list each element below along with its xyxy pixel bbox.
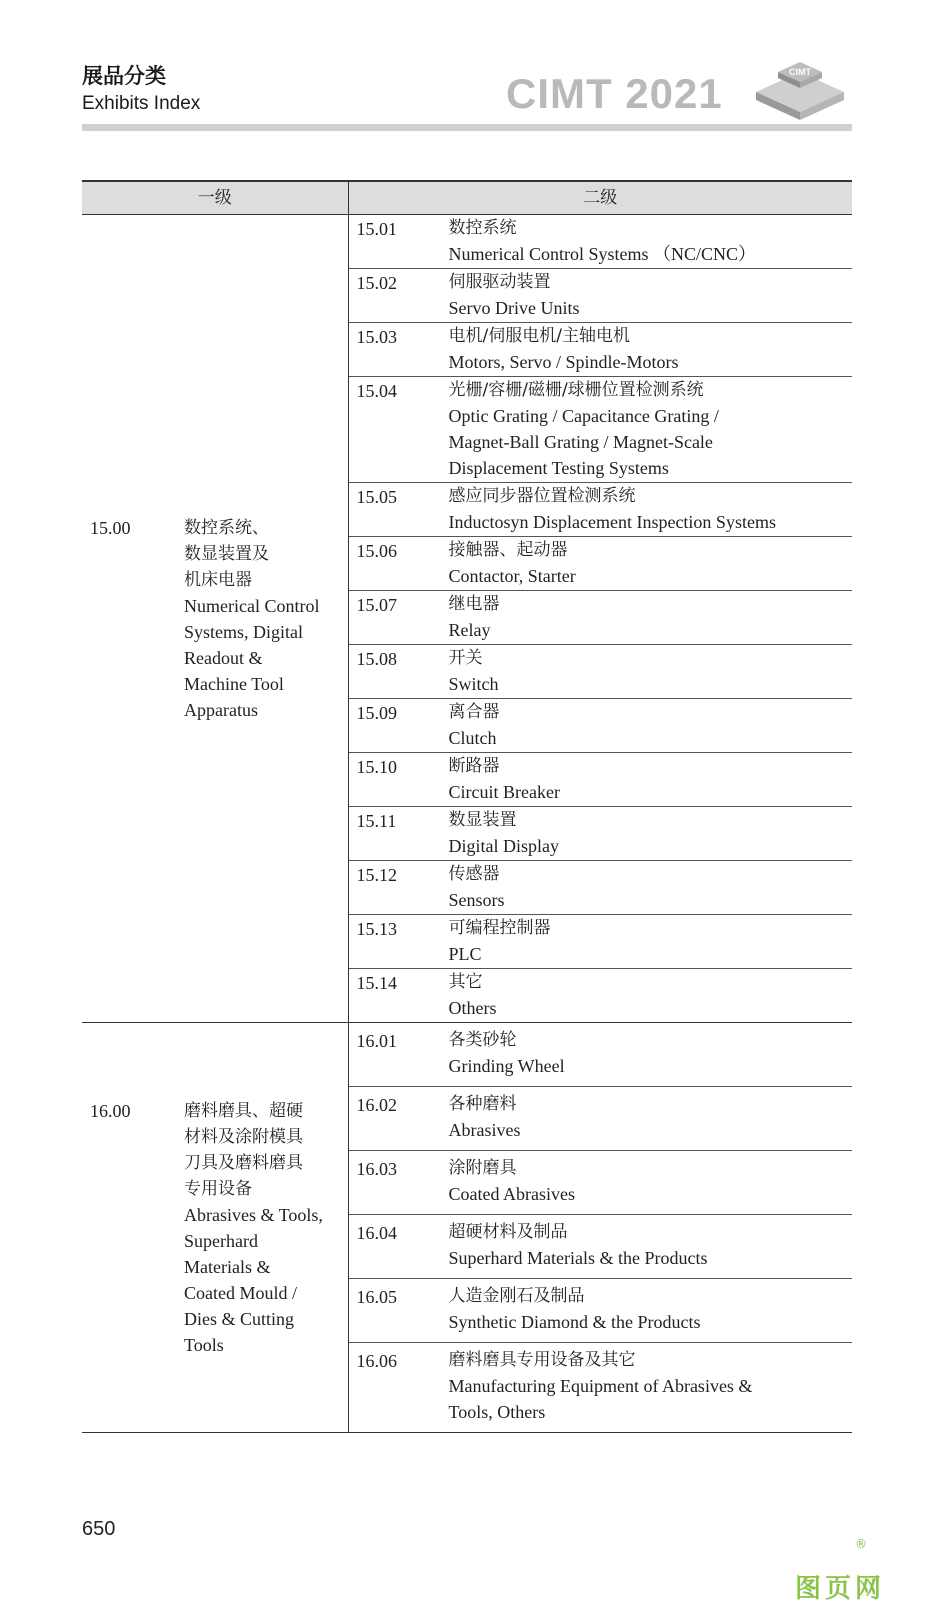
level2-cell	[348, 483, 852, 537]
level1-title-en-line: Superhard	[184, 1230, 258, 1251]
level2-cell	[348, 591, 852, 645]
level2-code: 15.09	[356, 703, 397, 723]
level2-code: 15.10	[356, 757, 397, 777]
level2-cell	[348, 1023, 852, 1087]
level2-title-en-line: Optic Grating / Capacitance Grating /	[448, 406, 719, 426]
level2-code: 15.06	[356, 541, 397, 561]
level2-title-zh: 各种磨料	[448, 1094, 517, 1114]
level2-title-en-line: Coated Abrasives	[448, 1184, 575, 1204]
level1-title-en-line: Systems, Digital	[184, 621, 304, 642]
level2-title-en-line: Inductosyn Displacement Inspection Systems	[448, 512, 776, 532]
watermark: 图页网	[795, 1574, 886, 1604]
header-title-en: Exhibits Index	[82, 93, 201, 114]
level2-title-zh: 伺服驱动装置	[448, 272, 551, 292]
level1-title-en-line: Machine Tool	[184, 673, 284, 694]
col-header-level1: 一级	[82, 181, 348, 215]
level2-title-zh: 涂附磨具	[448, 1158, 517, 1178]
level2-title-en-line: Numerical Control Systems （NC/CNC）	[448, 244, 756, 264]
table-header-row	[82, 181, 852, 215]
level2-cell	[348, 323, 852, 377]
level1-title-en-line: Numerical Control	[184, 595, 320, 616]
level1-title-en-line: Readout &	[184, 647, 263, 668]
level2-title-en-line: PLC	[448, 944, 482, 964]
level2-code: 15.05	[356, 487, 397, 507]
level2-cell	[348, 537, 852, 591]
level2-title-zh: 其它	[448, 972, 483, 992]
level1-title-en-line: Tools	[184, 1334, 224, 1355]
level2-title-en-line: Superhard Materials & the Products	[448, 1248, 708, 1268]
level1-title-en-line: Abrasives & Tools,	[184, 1204, 323, 1225]
level2-code: 15.04	[356, 381, 397, 401]
table-body	[82, 215, 852, 1433]
level2-cell	[348, 807, 852, 861]
level2-cell	[348, 215, 852, 269]
level1-title-zh-line: 机床电器	[184, 569, 252, 590]
level2-code: 16.05	[356, 1287, 397, 1307]
level2-title-zh: 可编程控制器	[448, 918, 551, 938]
level2-code: 15.13	[356, 919, 397, 939]
level1-cell	[82, 215, 348, 1023]
level1-code: 16.00	[90, 1100, 131, 1121]
level2-code: 15.14	[356, 973, 397, 993]
level2-title-en-line: Magnet-Ball Grating / Magnet-Scale	[448, 432, 713, 452]
level1-code: 15.00	[90, 517, 131, 538]
level2-title-zh: 离合器	[448, 702, 500, 722]
level2-code: 15.02	[356, 273, 397, 293]
page-number: 650	[82, 1518, 116, 1540]
level2-title-zh: 人造金刚石及制品	[448, 1286, 585, 1306]
level2-title-en-line: Servo Drive Units	[448, 298, 580, 318]
level2-cell	[348, 753, 852, 807]
level2-code: 15.08	[356, 649, 397, 669]
level2-cell	[348, 915, 852, 969]
level2-cell	[348, 1215, 852, 1279]
level1-title-zh-line: 材料及涂附模具	[184, 1126, 303, 1147]
level2-cell	[348, 1343, 852, 1433]
level2-cell	[348, 1279, 852, 1343]
table-row	[82, 215, 852, 269]
level2-title-zh: 磨料磨具专用设备及其它	[448, 1350, 636, 1370]
table-row	[82, 1023, 852, 1087]
exhibits-index-table	[82, 180, 852, 1433]
level2-title-en-line: Sensors	[448, 890, 505, 910]
level2-cell	[348, 969, 852, 1023]
level2-title-en-line: Digital Display	[448, 836, 559, 856]
level2-title-en-line: Relay	[448, 620, 491, 640]
level1-title-zh-line: 数显装置及	[184, 543, 269, 564]
level2-title-en-line: Contactor, Starter	[448, 566, 576, 586]
level2-code: 16.04	[356, 1223, 397, 1243]
level2-title-en-line: Manufacturing Equipment of Abrasives &	[448, 1376, 753, 1396]
level2-code: 15.11	[356, 811, 397, 831]
watermark-registered-mark: ®	[855, 1537, 867, 1551]
level2-title-zh: 超硬材料及制品	[448, 1222, 568, 1242]
level2-code: 15.07	[356, 595, 397, 615]
level2-cell	[348, 377, 852, 483]
level2-title-en-line: Grinding Wheel	[448, 1056, 565, 1076]
level2-title-en-line: Motors, Servo / Spindle-Motors	[448, 352, 679, 372]
level2-title-en-line: Synthetic Diamond & the Products	[448, 1312, 701, 1332]
level2-code: 16.06	[356, 1351, 397, 1371]
level2-title-zh: 光栅/容栅/磁栅/球栅位置检测系统	[448, 380, 704, 400]
header-title-zh: 展品分类	[82, 64, 166, 88]
level1-title-zh-line: 专用设备	[184, 1178, 252, 1199]
level2-title-en-line: Abrasives	[448, 1120, 521, 1140]
level2-title-en-line: Tools, Others	[448, 1402, 546, 1422]
level2-title-zh: 数控系统	[448, 218, 517, 238]
level2-title-zh: 各类砂轮	[448, 1030, 517, 1050]
level2-title-zh: 接触器、起动器	[448, 540, 568, 560]
level2-cell	[348, 699, 852, 753]
level1-title-zh-line: 数控系统、	[184, 517, 269, 538]
level1-title-zh-line: 磨料磨具、超硬	[184, 1100, 303, 1121]
level2-title-zh: 电机/伺服电机/主轴电机	[448, 326, 630, 346]
level2-cell	[348, 1087, 852, 1151]
cimt-logo-text: CIMT 2021	[506, 70, 723, 117]
level2-code: 16.02	[356, 1095, 397, 1115]
header-rule	[82, 124, 852, 131]
level2-code: 15.12	[356, 865, 397, 885]
col-header-level2: 二级	[348, 181, 852, 215]
level2-cell	[348, 861, 852, 915]
logo-badge-text: CIMT	[789, 67, 811, 77]
level2-title-en-line: Circuit Breaker	[448, 782, 560, 802]
level1-title-en-line: Materials &	[184, 1256, 271, 1277]
level1-title-en-line: Apparatus	[184, 699, 258, 720]
level2-title-zh: 数显装置	[448, 810, 517, 830]
level2-title-en-line: Clutch	[448, 728, 497, 748]
level1-cell	[82, 1023, 348, 1433]
level2-title-zh: 断路器	[448, 756, 500, 776]
level2-title-en-line: Switch	[448, 674, 499, 694]
cimt-logo-icon	[752, 58, 848, 122]
level2-cell	[348, 645, 852, 699]
level2-title-zh: 继电器	[448, 594, 500, 614]
level1-title-zh-line: 刀具及磨料磨具	[184, 1152, 303, 1173]
level2-title-en-line: Others	[448, 998, 497, 1018]
level2-title-zh: 开关	[448, 648, 483, 668]
level2-code: 16.01	[356, 1031, 397, 1051]
level2-cell	[348, 269, 852, 323]
level2-code: 15.01	[356, 219, 397, 239]
level2-code: 15.03	[356, 327, 397, 347]
level1-title-en-line: Coated Mould /	[184, 1282, 297, 1303]
level2-code: 16.03	[356, 1159, 397, 1179]
level2-cell	[348, 1151, 852, 1215]
level1-title-en-line: Dies & Cutting	[184, 1308, 295, 1329]
level2-title-zh: 感应同步器位置检测系统	[448, 486, 636, 506]
level2-title-en-line: Displacement Testing Systems	[448, 458, 669, 478]
level2-title-zh: 传感器	[448, 864, 500, 884]
